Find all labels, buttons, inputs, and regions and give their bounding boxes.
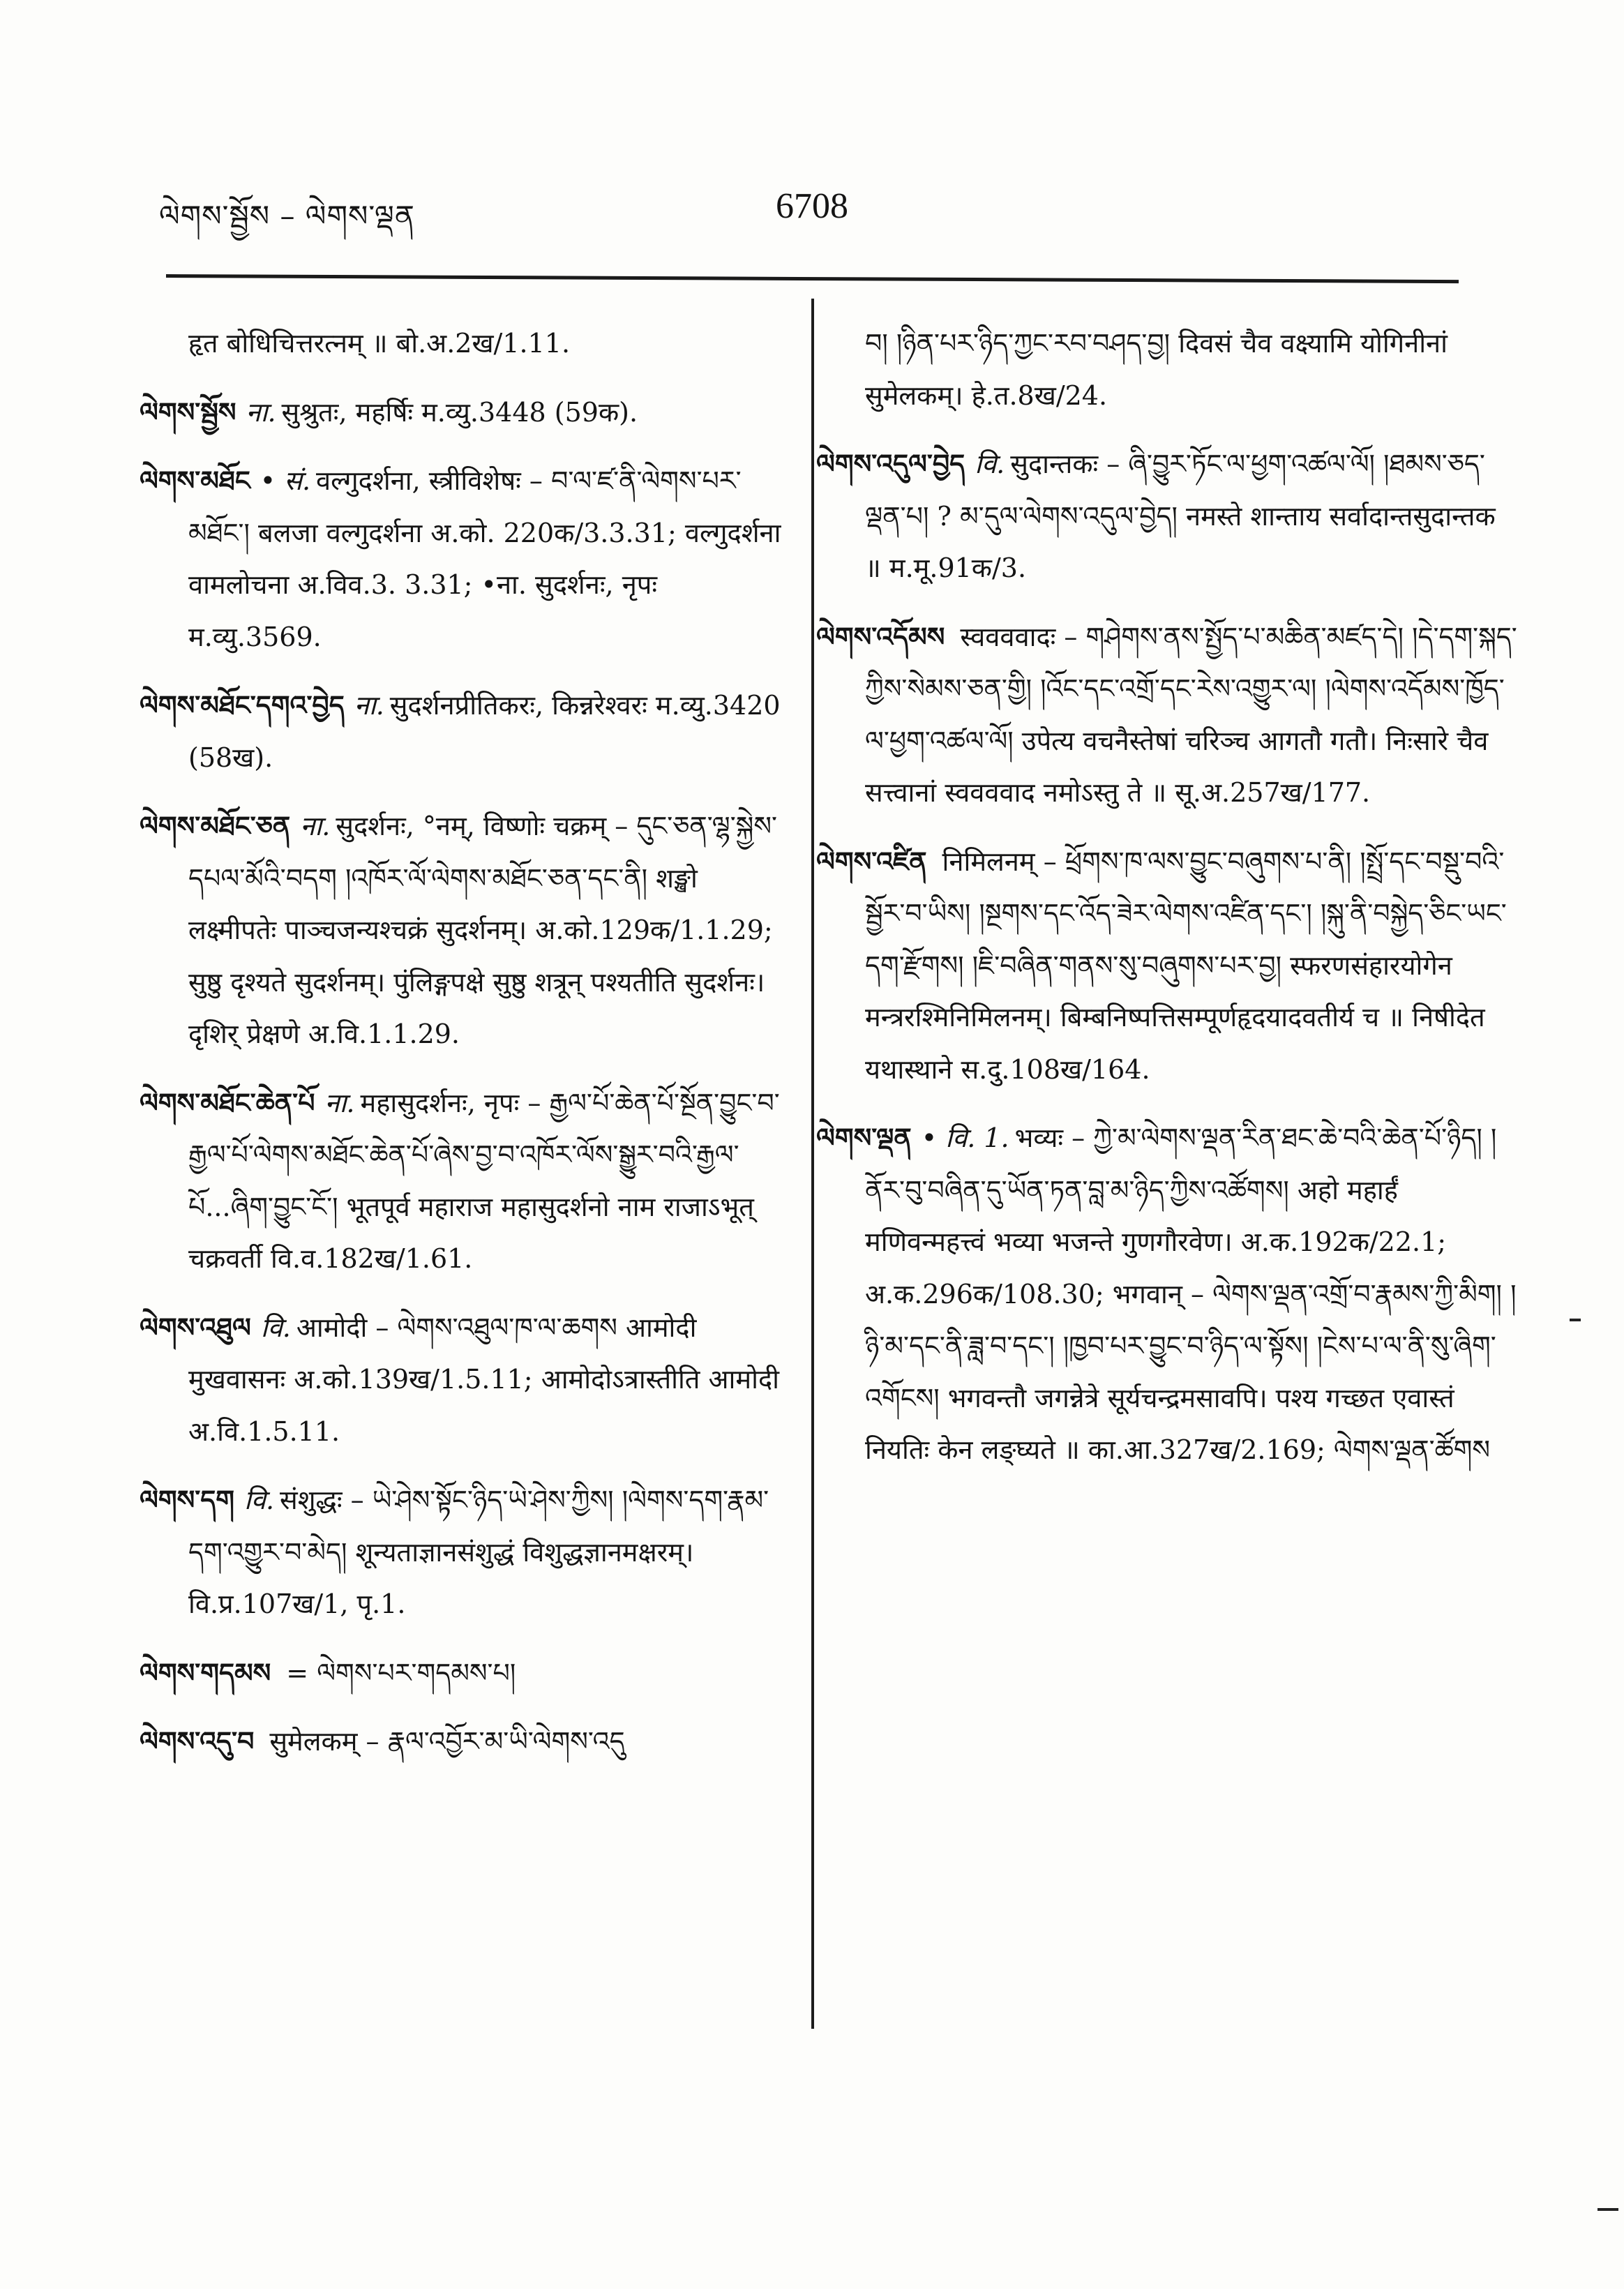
dictionary-entry [140,1077,781,1285]
entry-headword: ལེགས་སྦྱོས [140,396,236,428]
dictionary-entry [816,611,1517,819]
entry-grammar: ना. [324,1087,355,1118]
entry-grammar: ना. [246,396,276,428]
entry-headword: ལེགས་མཐོང་ཆེན་པོ [140,1086,315,1118]
dictionary-entry [816,438,1517,594]
entry-headword: ལེགས་ལྡན [816,1122,912,1153]
entry-grammar: • वि. 1. [921,1123,1009,1153]
entry-text: सुश्रुतः, महर्षिः म.व्यु.3448 (59क). [281,396,638,428]
entry-text: सुदान्तकः – ཞི་བྱུར་ཏོང་ལ་ཕྱག་འཚལ་ལོ། །ཐམས་ཅད་ལྡན་པ། ? མ་དུལ་ལེགས་འདུལ་བྱེད། नमस्ते शान्ताय सर्वादान्तसुदान्तक ॥ म.मू.91क/3. [865,449,1496,583]
scan-mark [1597,2208,1618,2211]
dictionary-entry [816,836,1517,1096]
entry-text: सुदर्शनप्रीतिकरः, किन्नरेश्वरः म.व्यु.3420 (58ख). [188,690,781,773]
entry-headword: ལེགས་མཐོང [140,465,250,496]
entry-grammar: • सं. [260,465,311,496]
entry-text: བ། །ཉིན་པར་ཉིད་ཀྱང་རབ་བཤད་བྱ། दिवसं चैव वक्ष्यामि योगिनीनां सुमेलकम्। हे.त.8ख/24. [865,328,1448,411]
entry-headword: ལེགས་མཐོང་དགའ་བྱེད [140,689,345,721]
scan-mark [1570,1319,1581,1321]
dictionary-entry [140,1647,781,1699]
entry-headword: ལེགས་འདུ་བ [140,1725,255,1757]
entry-text: = ལེགས་པར་གདམས་པ། [286,1657,516,1688]
dictionary-entry [816,1112,1517,1476]
entry-headword: ལེགས་འདོམས [816,620,945,652]
entry-text: सुदर्शनः, °नम्, विष्णोः चक्रम् – དུང་ཅན་ལྷ་སྐྱེས་དཔལ་མོའི་བདག །འཁོར་ལོ་ལེགས་མཐོང་ཅན་དང་ནི། शङ्खो लक्ष्मीपतेः पाञ्चजन्यश्चक्रं सुदर्शनम्। अ.को.129क/1.1.29; सुष्ठु दृश्यते सुदर्शनम्। पुंलिङ्गपक्षे सुष्ठु शत्रून् पश्यतीति सुदर्शनः। दृशिर् प्रेक्षणे अ.वि.1.1.29. [188,811,777,1049]
entry-headword: ལེགས་མཐོང་ཅན [140,810,291,841]
page-number: 6708 [776,186,848,226]
entry-text: महासुदर्शनः, नृपः – རྒྱལ་པོ་ཆེན་པོ་སྔོན་བྱུང་བ་རྒྱལ་པོ་ལེགས་མཐོང་ཆེན་པོ་ཞེས་བྱ་བ་འཁོར་ལོས་སྒྱུར་བའི་རྒྱལ་པོ...ཞིག་བྱུང་ངོ༌། भूतपूर्व महाराज महासुदर्शनो नाम राजाऽभूत् चक्रवर्ती वि.व.182ख/1.61. [188,1087,780,1274]
entry-text: भव्यः – ཀྱེ་མ་ལེགས་ལྡན་རིན་ཐང་ཆེ་བའི་ཆེན་པོ་ཉིད། །ནོར་བུ་བཞིན་དུ་ཡོན་ཏན་བླ་མ་ཉིད་ཀྱིས་འཚོགས། अहो महार्हं मणिवन्महत्त्वं भव्या भजन्ते गुणगौरवेण। अ.क.192क/22.1; अ.क.296क/108.30; भगवान् – ལེགས་ལྡན་འགྲོ་བ་རྣམས་ཀྱི་མིག། །ཉི་མ་དང་ནི་ཟླ་བ་དང་། །ཁྱབ་པར་བྱུང་བ་ཉིད་ལ་སྟོས། །ངེས་པ་ལ་ནི་སུ་ཞིག་འགོངས། भगवन्तौ जगन्नेत्रे सूर्यचन्द्रमसावपि। पश्य गच्छत एवास्तं नियतिः केन लङ्घ्यते ॥ का.आ.327ख/2.169; ལེགས་ལྡན་ཚོགས [865,1123,1517,1465]
entry-grammar: वि. [975,449,1005,479]
entry-headword: ལེགས་གདམས [140,1656,271,1688]
dictionary-entry [140,680,781,783]
column-divider [811,299,814,2029]
dictionary-entry [140,1716,781,1768]
entry-text: निमिलनम् – ཕྲོགས་ཁ་ལས་བྱུང་བཞུགས་པ་ནི། །སྤྲོ་དང་བསྡུ་བའི་སྦྱོར་བ་ཡིས། །སྔགས་དང་འོད་ཟེར་ལེགས་འཛིན་དང་། །སྐུ་ནི་བསྐྱེད་ཅིང་ཡང་དག་རྫོགས། །ཇི་བཞིན་གནས་སུ་བཞུགས་པར་བྱ། स्फरणसंहारयोगेन मन्त्ररश्मिनिमिलनम्। बिम्बनिष्पत्तिसम्पूर्णहृदयादवतीर्य च ॥ निषीदेत यथास्थाने स.दु.108ख/164. [865,846,1507,1085]
right-column [816,317,1517,1493]
dictionary-entry [140,455,781,663]
entry-text: हृत बोधिचित्तरत्नम् ॥ बो.अ.2ख/1.11. [188,328,571,359]
dictionary-entry [140,317,781,370]
entry-text: स्ववववादः – གཤེགས་ནས་སྤྱོད་པ་མཆིན་མཛད་དེ། །དེ་དག་སྐད་ཀྱིས་སེམས་ཅན་གྱི། །འོང་དང་འགྲོ་དང་རེས་འགྱུར་ལ། །ལེགས་འདོམས་ཁྱོད་ལ་ཕྱག་འཚལ་ལོ། उपेत्य वचनैस्तेषां चरिञ्च आगतौ गतौ। निःसारे चैव सत्त्वानां स्ववववाद नमोऽस्तु ते ॥ सू.अ.257ख/177. [865,621,1517,808]
entry-grammar: ना. [300,811,331,841]
entry-headword: ལེགས་དག [140,1484,234,1515]
dictionary-entry [140,1474,781,1630]
dictionary-entry [816,317,1517,421]
dictionary-entry [140,386,781,439]
header-rule [166,274,1459,283]
running-head: ལེགས་སྦྱོས – ལེགས་ལྡན [159,199,415,233]
entry-text: सुमेलकम् – རྣལ་འབྱོར་མ་ཡི་ལེགས་འདུ [269,1726,625,1757]
entry-headword: ལེགས་འདུལ་བྱེད [816,448,965,479]
entry-text: आमोदी – ལེགས་འཐུལ་ཁ་ལ་ཆགས आमोदी मुखवासनः अ.को.139ख/1.5.11; आमोदोऽत्रास्तीति आमोदी अ.वि.1.5.11. [188,1312,779,1447]
dictionary-entry [140,800,781,1060]
entry-text: वल्गुदर्शना, स्त्रीविशेषः – བ་ལ་ཛ་ནི་ལེགས་པར་མཐོང༌། बलजा वल्गुदर्शना अ.को. 220क/3.3.31; वल्गुदर्शना वामलोचना अ.विव.3. 3.31; •ना. सुदर्शनः, नृपः म.व्यु.3569. [188,465,781,652]
entry-grammar: वि. [260,1312,291,1343]
entry-text: संशुद्धः – ཡེ་ཤེས་སྟོང་ཉིད་ཡེ་ཤེས་ཀྱིས། །ལེགས་དག་རྣམ་དག་འགྱུར་བ་མེད། शून्यताज्ञानसंशुद्धं विशुद्धज्ञानमक्षरम्। वि.प्र.107ख/1, पृ.1. [188,1485,769,1619]
entry-headword: ལེགས་འཛིན [816,845,927,877]
left-column [140,317,781,1785]
entry-grammar: वि. [243,1485,275,1515]
entry-headword: ལེགས་འཐུལ [140,1311,251,1343]
entry-grammar: ना. [354,690,384,721]
dictionary-entry [140,1302,781,1458]
